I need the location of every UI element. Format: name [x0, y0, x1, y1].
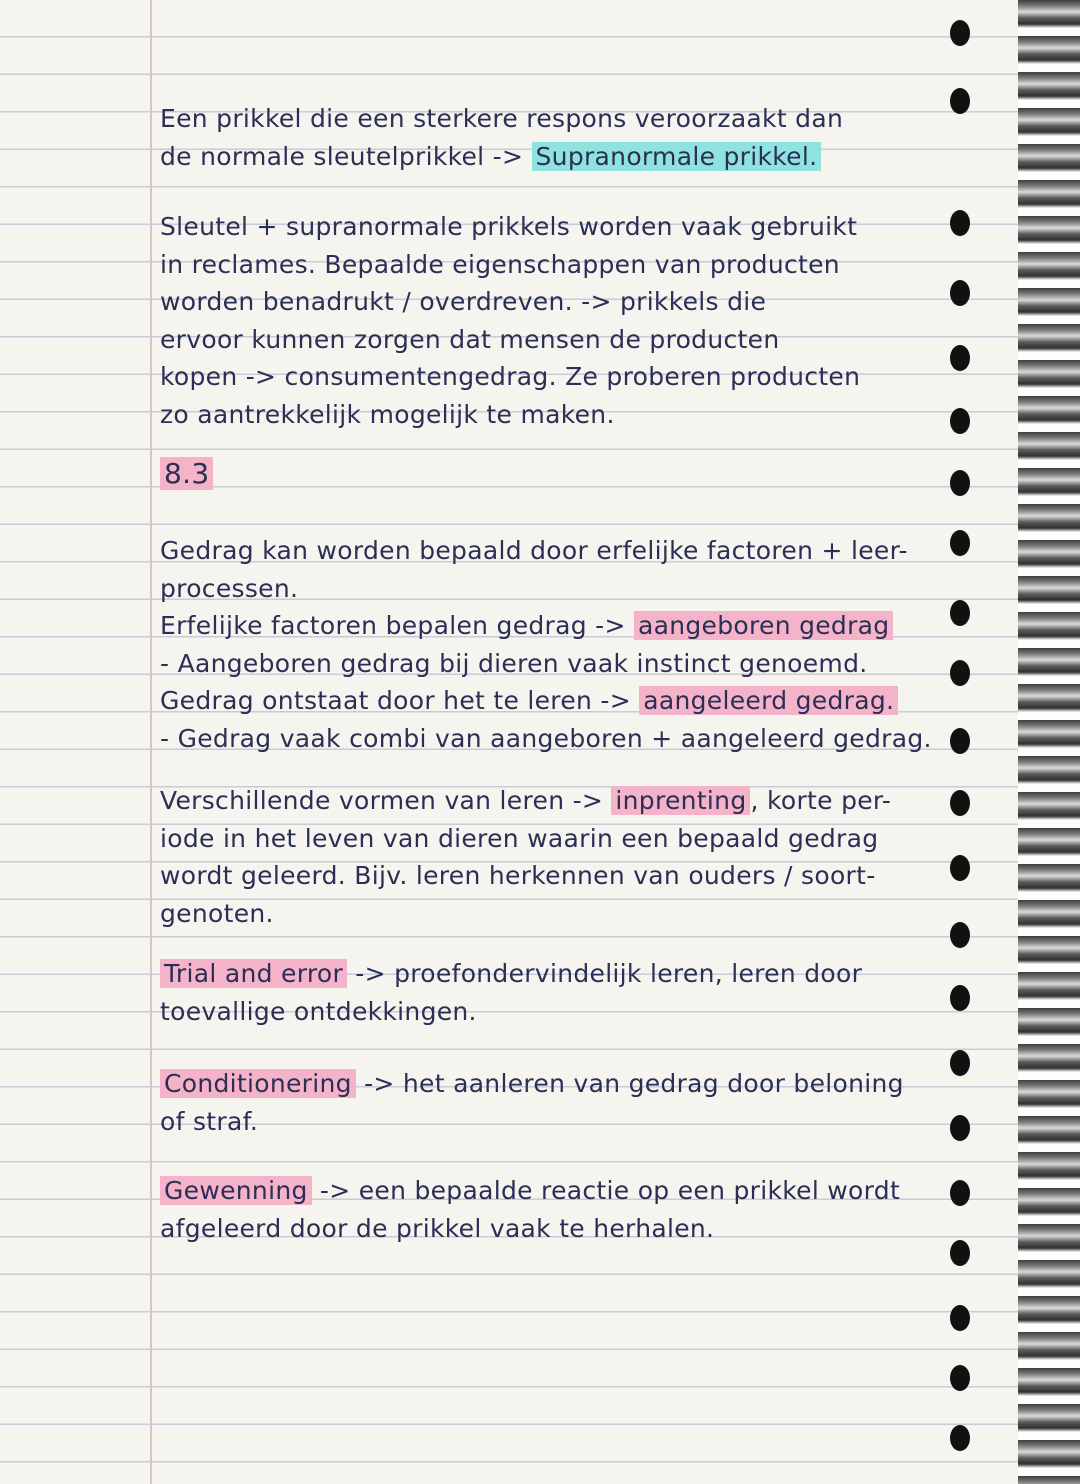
- hole: [950, 855, 970, 881]
- hole: [950, 1425, 970, 1451]
- paragraph-conditionering: [160, 1065, 950, 1140]
- highlighted-term: aangeboren gedrag: [634, 611, 894, 640]
- text-line: wordt geleerd. Bijv. leren herkennen van ouders / soort-: [160, 861, 876, 890]
- text-line: in reclames. Bepaalde eigenschappen van producten: [160, 249, 840, 279]
- text-line: [160, 1172, 950, 1210]
- highlighted-term: Supranormale prikkel.: [532, 142, 822, 171]
- hole: [950, 728, 970, 754]
- hole: [950, 660, 970, 686]
- hole: [950, 530, 970, 556]
- text-line: Een prikkel die een sterkere respons veroorzaakt dan: [160, 104, 844, 133]
- hole: [950, 20, 970, 46]
- text-line: iode in het leven van dieren waarin een bepaald gedrag: [160, 823, 879, 853]
- margin-line: [150, 0, 152, 1484]
- hole: [950, 1115, 970, 1141]
- hole: [950, 1050, 970, 1076]
- text-line: processen.: [160, 573, 299, 603]
- section-heading-block: [160, 455, 950, 493]
- text-line: [160, 955, 950, 993]
- section-heading: 8.3: [160, 457, 213, 490]
- paragraph-reclames: [160, 208, 950, 433]
- text-line: [160, 682, 950, 720]
- hole: [950, 1240, 970, 1266]
- highlighted-term: Conditionering: [160, 1069, 356, 1098]
- text-fragment: de normale sleutelprikkel ->: [160, 141, 524, 171]
- hole: [950, 1305, 970, 1331]
- hole: [950, 280, 970, 306]
- paragraph-gedrag: [160, 532, 950, 757]
- hole: [950, 985, 970, 1011]
- highlighted-term: Gewenning: [160, 1176, 312, 1205]
- text-line: worden benadrukt / overdreven. -> prikkels die: [160, 287, 767, 316]
- text-line: Sleutel + supranormale prikkels worden vaak gebruikt: [160, 212, 858, 241]
- paragraph-inprenting: [160, 782, 950, 932]
- text-line: kopen -> consumentengedrag. Ze proberen producten: [160, 362, 861, 391]
- text-fragment: , korte per-: [750, 786, 892, 815]
- paragraph-trial-and-error: [160, 955, 950, 1030]
- text-line: [160, 1065, 950, 1103]
- text-line: [160, 782, 950, 820]
- highlighted-term: inprenting: [611, 786, 750, 815]
- text-line: ervoor kunnen zorgen dat mensen de producten: [160, 324, 780, 354]
- highlighted-term: Trial and error: [160, 959, 347, 988]
- hole: [950, 600, 970, 626]
- text-fragment: -> een bepaalde reactie op een prikkel wordt: [319, 1176, 901, 1205]
- hole: [950, 345, 970, 371]
- text-fragment: Gedrag ontstaat door het te leren ->: [160, 686, 631, 715]
- text-line: - Aangeboren gedrag bij dieren vaak instinct genoemd.: [160, 648, 868, 678]
- text-line: of straf.: [160, 1106, 259, 1136]
- hole: [950, 790, 970, 816]
- text-line: zo aantrekkelijk mogelijk te maken.: [160, 399, 615, 429]
- hole: [950, 210, 970, 236]
- text-fragment: -> het aanleren van gedrag door beloning: [364, 1069, 904, 1098]
- text-line: [160, 607, 950, 645]
- paragraph-gewenning: [160, 1172, 950, 1247]
- text-fragment: -> proefondervindelijk leren, leren door: [355, 959, 863, 988]
- hole: [950, 1180, 970, 1206]
- hole: [950, 470, 970, 496]
- hole: [950, 88, 970, 114]
- paragraph-supranormal: [160, 100, 950, 175]
- text-line: [160, 138, 950, 176]
- highlighted-term: aangeleerd gedrag.: [639, 686, 898, 715]
- text-line: afgeleerd door de prikkel vaak te herhalen.: [160, 1213, 715, 1243]
- hole: [950, 1365, 970, 1391]
- text-line: toevallige ontdekkingen.: [160, 996, 477, 1026]
- spiral-binding: [1018, 0, 1080, 1484]
- text-line: genoten.: [160, 898, 274, 928]
- punched-holes: [950, 0, 980, 1484]
- text-fragment: Erfelijke factoren bepalen gedrag ->: [160, 611, 626, 640]
- text-line: - Gedrag vaak combi van aangeboren + aangeleerd gedrag.: [160, 723, 932, 753]
- text-fragment: Verschillende vormen van leren ->: [160, 786, 604, 815]
- hole: [950, 408, 970, 434]
- hole: [950, 922, 970, 948]
- text-line: Gedrag kan worden bepaald door erfelijke factoren + leer-: [160, 536, 908, 565]
